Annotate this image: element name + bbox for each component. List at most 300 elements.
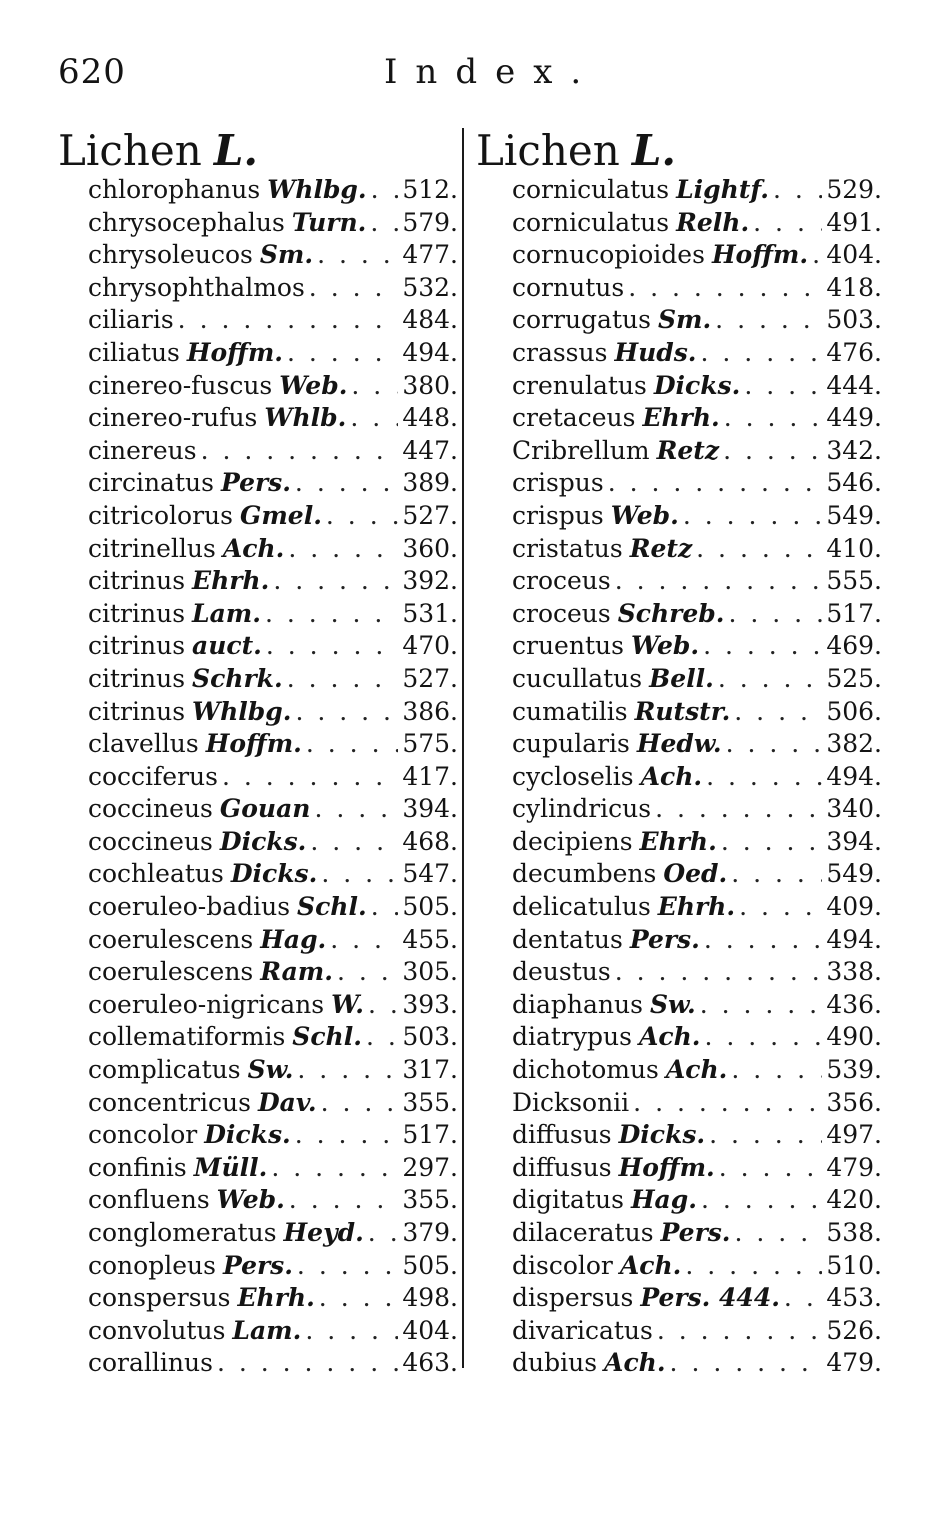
species-name: dilaceratus [512, 1218, 654, 1247]
page-reference: 455. [402, 924, 458, 954]
dot-leader [305, 1315, 398, 1348]
author-abbreviation: Dicks. [219, 826, 307, 856]
species-name: cornucopioides [512, 240, 705, 270]
author-abbreviation: Dav. [257, 1087, 317, 1117]
dot-leader [201, 435, 399, 468]
index-entry [58, 272, 458, 305]
dot-leader [309, 272, 399, 305]
species-name: decipiens [512, 826, 633, 856]
index-entry [476, 630, 882, 663]
page-reference: 463. [402, 1348, 458, 1378]
page-reference: 505. [402, 1250, 458, 1280]
page-reference: 494. [402, 337, 458, 367]
page-reference: 539. [826, 1055, 882, 1085]
species-name: cretaceus [512, 403, 636, 433]
page-reference: 538. [826, 1218, 882, 1247]
species-name: coccineus [88, 794, 213, 824]
dot-leader [326, 500, 398, 533]
index-entry [476, 533, 882, 566]
index-entry [58, 1282, 458, 1315]
species-name: coccineus [88, 826, 213, 856]
author-abbreviation: Ach. [665, 1055, 728, 1085]
dot-leader [715, 304, 822, 337]
dot-leader [655, 793, 822, 826]
genus-author: L. [213, 126, 258, 175]
species-name: ciliatus [88, 337, 180, 367]
species-name: concentricus [88, 1087, 251, 1117]
species-name: croceus [512, 566, 611, 596]
dot-leader [351, 370, 398, 403]
author-abbreviation: Schreb. [617, 598, 725, 628]
dot-leader [314, 793, 398, 826]
page-reference: 305. [402, 957, 458, 987]
dot-leader [330, 924, 398, 957]
index-entry [58, 728, 458, 761]
page-reference: 410. [826, 533, 882, 563]
dot-leader [287, 337, 398, 370]
page-reference: 546. [826, 468, 882, 498]
index-entry [58, 924, 458, 957]
dot-leader [719, 1152, 823, 1185]
page-reference: 317. [402, 1055, 458, 1085]
page-reference: 555. [826, 566, 882, 596]
dot-leader [731, 1054, 822, 1087]
author-abbreviation: Lam. [192, 598, 261, 628]
species-name: cupularis [512, 729, 630, 759]
dot-leader [728, 598, 822, 631]
author-abbreviation: Whlbg. [192, 696, 292, 726]
page-reference: 386. [402, 696, 458, 726]
page-header [0, 52, 930, 102]
index-entry [58, 500, 458, 533]
dot-leader [633, 1087, 822, 1120]
dot-leader [726, 728, 823, 761]
index-entry [476, 1054, 882, 1087]
author-abbreviation: Dicks. [653, 370, 741, 400]
page-reference: 379. [402, 1218, 458, 1247]
species-name: citrinus [88, 598, 186, 628]
index-entry [58, 1054, 458, 1087]
species-name: diaphanus [512, 989, 643, 1019]
author-abbreviation: Gouan [219, 794, 311, 824]
dot-leader [812, 239, 822, 272]
author-abbreviation: Bell. [649, 663, 714, 693]
dot-leader [615, 956, 823, 989]
page-reference: 476. [826, 337, 882, 367]
dot-leader [297, 1054, 398, 1087]
author-abbreviation: Whlb. [264, 403, 347, 433]
index-entry [476, 1282, 882, 1315]
author-abbreviation: Dicks. [230, 859, 318, 889]
author-abbreviation: Ach. [604, 1348, 666, 1378]
dot-leader [371, 174, 399, 207]
species-name: cylindricus [512, 794, 652, 824]
dot-leader [295, 696, 398, 729]
species-name: dichotomus [512, 1055, 659, 1085]
dot-leader [696, 533, 822, 566]
page-reference: 469. [826, 631, 882, 661]
species-name: diffusus [512, 1120, 612, 1150]
species-name: dentatus [512, 924, 623, 954]
author-abbreviation: Ach. [640, 761, 703, 791]
species-name: confluens [88, 1185, 210, 1215]
index-entry [58, 1152, 458, 1185]
page-reference: 517. [402, 1120, 458, 1150]
index-entry [58, 858, 458, 891]
index-entry [476, 1119, 882, 1152]
page-reference: 491. [826, 207, 882, 237]
page-reference: 404. [402, 1315, 458, 1345]
dot-leader [615, 565, 823, 598]
page-reference: 380. [402, 370, 458, 400]
page-reference: 549. [826, 859, 882, 889]
page-reference: 297. [402, 1152, 458, 1182]
index-entry [58, 989, 458, 1022]
author-abbreviation: Ehrh. [657, 892, 736, 922]
author-abbreviation: Lightf. [676, 175, 769, 204]
page-reference: 503. [402, 1022, 458, 1052]
author-abbreviation: Pers. [220, 468, 291, 498]
author-abbreviation: Web. [610, 500, 679, 530]
author-abbreviation: Hoffm. [618, 1152, 715, 1182]
index-entry [58, 370, 458, 403]
index-entry [476, 858, 882, 891]
species-name: crassus [512, 337, 608, 367]
page-reference: 494. [826, 924, 882, 954]
page-reference: 340. [826, 794, 882, 824]
species-name: cinereus [88, 435, 197, 465]
index-entry [476, 239, 882, 272]
species-name: delicatulus [512, 892, 651, 922]
index-entry [58, 696, 458, 729]
dot-leader [709, 1119, 822, 1152]
index-entry [476, 728, 882, 761]
species-name: ciliaris [88, 305, 174, 335]
author-abbreviation: Schrk. [192, 663, 283, 693]
dot-leader [178, 304, 399, 337]
species-name: collematiformis [88, 1022, 286, 1052]
index-entry [58, 565, 458, 598]
dot-leader [735, 1217, 823, 1250]
page-reference: 498. [402, 1283, 458, 1313]
dot-leader [670, 1347, 823, 1380]
species-name: discolor [512, 1250, 613, 1280]
index-entry [476, 826, 882, 859]
species-name: corniculatus [512, 175, 670, 204]
page-reference: 510. [826, 1250, 882, 1280]
index-entry [476, 1021, 882, 1054]
dot-leader [734, 696, 822, 729]
index-entry [58, 304, 458, 337]
index-entry [476, 1347, 882, 1380]
index-entry [58, 533, 458, 566]
page-reference: 484. [402, 305, 458, 335]
author-abbreviation: Ach. [638, 1022, 701, 1052]
index-entry [476, 989, 882, 1022]
author-abbreviation: Turn. [291, 207, 367, 237]
species-name: decumbens [512, 859, 657, 889]
author-abbreviation: Oed. [663, 859, 728, 889]
species-name: cumatilis [512, 696, 628, 726]
index-entry [58, 1184, 458, 1217]
page-reference: 529. [826, 175, 882, 204]
dot-leader [718, 663, 823, 696]
species-name: chrysophthalmos [88, 272, 305, 302]
index-entry [58, 337, 458, 370]
species-name: citrinus [88, 663, 186, 693]
dot-leader [701, 337, 823, 370]
dot-leader [310, 826, 398, 859]
species-name: Dicksonii [512, 1087, 630, 1117]
author-abbreviation: Rutstr. [634, 696, 731, 726]
index-entry [476, 924, 882, 957]
author-abbreviation: Ehrh. [192, 566, 270, 596]
species-name: conspersus [88, 1283, 231, 1313]
genus-author: L. [631, 126, 676, 175]
page-reference: 394. [402, 794, 458, 824]
dot-leader [368, 989, 398, 1022]
species-name: coerulescens [88, 957, 254, 987]
author-abbreviation: Ram. [260, 957, 333, 987]
species-name: citrinellus [88, 533, 216, 563]
index-column-right [476, 128, 882, 1380]
page-reference: 447. [402, 435, 458, 465]
index-entry [476, 304, 882, 337]
page-reference: 356. [826, 1087, 882, 1117]
index-entry [476, 891, 882, 924]
index-entry [476, 696, 882, 729]
page-reference: 527. [402, 663, 458, 693]
species-name: cristatus [512, 533, 623, 563]
page-reference: 503. [826, 305, 882, 335]
page-reference: 470. [402, 631, 458, 661]
page-reference: 444. [826, 370, 882, 400]
species-name: chlorophanus [88, 175, 261, 204]
dot-leader [628, 272, 822, 305]
page-reference: 404. [826, 240, 882, 270]
author-abbreviation: auct. [192, 631, 262, 661]
species-name: coeruleo-nigricans [88, 989, 325, 1019]
column-divider [462, 128, 464, 1368]
index-entry [58, 174, 458, 207]
page-reference: 479. [826, 1152, 882, 1182]
index-entry [476, 663, 882, 696]
author-abbreviation: Schl. [297, 892, 367, 922]
index-entry [476, 467, 882, 500]
page-reference: 389. [402, 468, 458, 498]
index-entry [58, 956, 458, 989]
genus-heading [476, 128, 882, 174]
author-abbreviation: Heyd. [283, 1218, 364, 1247]
author-abbreviation: Whlbg. [267, 175, 367, 204]
author-abbreviation: Hoffm. [186, 337, 284, 367]
dot-leader [288, 533, 398, 566]
author-abbreviation: Sw. [247, 1055, 294, 1085]
species-name: conopleus [88, 1250, 216, 1280]
dot-leader [608, 467, 823, 500]
dot-leader [723, 435, 822, 468]
dot-leader [657, 1315, 822, 1348]
dot-leader [321, 1087, 399, 1120]
index-entry [58, 761, 458, 794]
species-name: cycloselis [512, 761, 634, 791]
dot-leader [265, 598, 398, 631]
dot-leader [317, 239, 398, 272]
page-reference: 497. [826, 1120, 882, 1150]
index-entry [476, 174, 882, 207]
author-abbreviation: Dicks. [618, 1120, 706, 1150]
page-reference: 355. [402, 1087, 458, 1117]
dot-leader [370, 207, 398, 240]
dot-leader [773, 174, 822, 207]
index-entry [58, 1250, 458, 1283]
species-name: diffusus [512, 1152, 612, 1182]
dot-leader [321, 858, 398, 891]
author-abbreviation: Sm. [259, 240, 314, 270]
dot-leader [273, 565, 398, 598]
species-name: concolor [88, 1120, 198, 1150]
index-entry [476, 793, 882, 826]
index-entry [476, 761, 882, 794]
author-abbreviation: Hoffm. [205, 729, 302, 759]
species-name: cinereo-fuscus [88, 370, 273, 400]
species-name: chrysocephalus [88, 207, 285, 237]
species-name: convolutus [88, 1315, 226, 1345]
author-abbreviation: Ehrh. [639, 826, 717, 856]
species-name: citrinus [88, 566, 186, 596]
index-entry [476, 1184, 882, 1217]
species-name: diatrypus [512, 1022, 632, 1052]
index-entry [476, 435, 882, 468]
species-name: cucullatus [512, 663, 643, 693]
page-reference: 420. [826, 1185, 882, 1215]
page-reference: 527. [402, 500, 458, 530]
page-reference: 409. [826, 892, 882, 922]
species-name: corallinus [88, 1348, 213, 1378]
index-entry [476, 370, 882, 403]
genus-name: Lichen [476, 126, 620, 175]
index-entry [58, 1087, 458, 1120]
dot-leader [724, 402, 823, 435]
page-reference: 342. [826, 435, 882, 465]
author-abbreviation: Sw. [649, 989, 696, 1019]
index-entry [58, 598, 458, 631]
page-reference: 579. [402, 207, 458, 237]
index-entry [58, 1021, 458, 1054]
entry-list [58, 174, 458, 1380]
dot-leader [295, 467, 398, 500]
species-name: croceus [512, 598, 611, 628]
page-reference: 468. [402, 826, 458, 856]
page-reference: 549. [826, 500, 882, 530]
page-reference: 448. [402, 403, 458, 433]
running-title: Index. [384, 52, 600, 92]
index-entry [476, 1087, 882, 1120]
species-name: corniculatus [512, 207, 670, 237]
page-reference: 575. [402, 729, 458, 759]
index-entry [58, 663, 458, 696]
dot-leader [685, 1250, 822, 1283]
index-entry [476, 500, 882, 533]
species-name: divaricatus [512, 1315, 653, 1345]
dot-leader [295, 1119, 399, 1152]
page-reference: 417. [402, 761, 458, 791]
species-name: corrugatus [512, 305, 651, 335]
species-name: dispersus [512, 1283, 634, 1313]
author-abbreviation: Gmel. [239, 500, 322, 530]
index-entry [58, 1119, 458, 1152]
dot-leader [222, 761, 398, 794]
species-name: circinatus [88, 468, 214, 498]
species-name: cinereo-rufus [88, 403, 258, 433]
page-reference: 526. [826, 1315, 882, 1345]
author-abbreviation: Hag. [260, 924, 327, 954]
species-name: crispus [512, 468, 604, 498]
author-abbreviation: Sm. [657, 305, 712, 335]
dot-leader [289, 1184, 399, 1217]
author-abbreviation: Lam. [232, 1315, 302, 1345]
index-entry [58, 826, 458, 859]
author-abbreviation: Web. [216, 1185, 285, 1215]
author-abbreviation: Retz [629, 533, 693, 563]
dot-leader [704, 924, 823, 957]
page-reference: 506. [826, 696, 882, 726]
index-entry [476, 402, 882, 435]
dot-leader [337, 956, 398, 989]
species-name: cocciferus [88, 761, 218, 791]
dot-leader [366, 1021, 398, 1054]
page-number: 620 [58, 52, 126, 92]
index-entry [476, 565, 882, 598]
dot-leader [683, 500, 822, 533]
species-name: complicatus [88, 1055, 241, 1085]
species-name: clavellus [88, 729, 199, 759]
dot-leader [700, 989, 823, 1022]
index-entry [58, 793, 458, 826]
author-abbreviation: Hag. [630, 1185, 697, 1215]
index-column-left [58, 128, 458, 1380]
page-reference: 382. [826, 729, 882, 759]
author-abbreviation: Web. [630, 631, 700, 661]
species-name: citricolorus [88, 500, 233, 530]
page-reference: 393. [402, 989, 458, 1019]
species-name: dubius [512, 1348, 598, 1378]
author-abbreviation: Web. [279, 370, 348, 400]
species-name: cornutus [512, 272, 625, 302]
page-reference: 453. [826, 1283, 882, 1313]
species-name: crispus [512, 500, 604, 530]
dot-leader [706, 761, 822, 794]
dot-leader [306, 728, 398, 761]
index-entry [476, 272, 882, 305]
index-entry [58, 891, 458, 924]
genus-heading [58, 128, 458, 174]
dot-leader [721, 826, 823, 859]
author-abbreviation: Pers. 444. [640, 1283, 780, 1313]
dot-leader [319, 1282, 399, 1315]
author-abbreviation: Hedw. [636, 729, 722, 759]
dot-leader [368, 1217, 399, 1250]
page-reference: 494. [826, 761, 882, 791]
species-name: citrinus [88, 696, 186, 726]
page-reference: 532. [402, 272, 458, 302]
author-abbreviation: Relh. [676, 207, 750, 237]
species-name: cruentus [512, 631, 624, 661]
page-reference: 449. [826, 403, 882, 433]
index-entry [58, 402, 458, 435]
page-reference: 525. [826, 663, 882, 693]
species-name: coeruleo-badius [88, 892, 291, 922]
